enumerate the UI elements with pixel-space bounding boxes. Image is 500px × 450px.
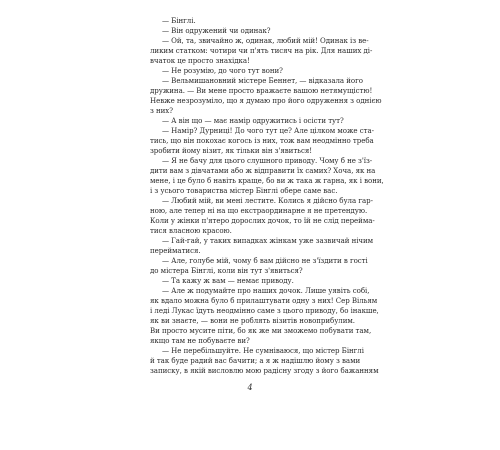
text-line: — Вельмишановний містере Беннет, — відказала його: [162, 76, 363, 85]
text-line: Коли у жінки п'ятеро дорослих дочок, то їй не слід перейма-: [150, 216, 375, 225]
text-line: тись, що він покохає когось із них, тож вам неодмінно треба: [150, 136, 374, 145]
text-line: як вдало можна було б прилаштувати одну з них! Сер Вільям: [150, 296, 378, 305]
text-line: і з усього товариства містер Бінглі оберe саме вас.: [150, 186, 338, 195]
text-line: з них?: [150, 106, 173, 115]
text-line: дружина. — Ви мене просто вражаєте вашою нетямущістю!: [150, 86, 373, 95]
text-line: й так буде радий вас бачити; а я ж надішлю йому з вами: [150, 356, 361, 365]
text-line: — Не розумію, до чого тут вони?: [162, 66, 283, 75]
page-body: [150, 16, 384, 376]
text-line: — Намір? Дурниці! До чого тут це? Але цілком може ста-: [162, 126, 374, 135]
text-line: — Бінглі.: [162, 16, 196, 25]
text-line: — А він що — має намір одружитись і осісти тут?: [162, 116, 344, 125]
text-line: як ви знаєте, — вони не роблять візитів новоприбулим.: [150, 316, 355, 325]
text-line: вчаток це просто знахідка!: [150, 56, 250, 65]
text-line: — Любий мій, ви мені лестите. Колись я дійсно була гар-: [162, 196, 373, 205]
text-line: до містера Бінглі, коли він тут з'явиться?: [150, 266, 303, 275]
text-line: і леді Лукас їдуть неодмінно саме з цього приводу, бо інакше,: [150, 306, 379, 315]
text-line: Ви просто мусите піти, бо як же ми зможемо побувати там,: [150, 326, 372, 335]
text-line: перейматися.: [150, 246, 201, 255]
text-line: зробити йому візит, як тільки він з'явиться!: [150, 146, 313, 155]
text-line: мене, і це було б навіть краще, бо ви ж така ж гарна, як і вони,: [150, 176, 384, 185]
text-line: Невже незрозуміло, що я думаю про його одруження з однією: [150, 96, 382, 105]
text-line: — Не перебільшуйте. Не сумніваюся, що містер Бінглі: [162, 346, 364, 355]
text-line: — Та кажу ж вам — немає приводу.: [162, 276, 294, 285]
text-line: — Але ж подумайте про наших дочок. Лише уявіть собі,: [162, 286, 370, 295]
text-line: — Але, голубе мій, чому б вам дійсно не з'їздити в гості: [162, 256, 368, 265]
text-line: ликим статком: чотири чи п'ять тисяч на рік. Для наших ді-: [150, 46, 373, 55]
text-line: — Гай-гай, у таких випадках жінкам уже зазвичай нічим: [162, 236, 374, 245]
text-line: дити вам з дівчатами або ж відправити їх самих? Хоча, як на: [150, 166, 376, 175]
page-number: 4: [247, 383, 253, 392]
text-line: — Ой, та, звичайно ж, одинак, любий мій! Одинак із ве-: [162, 36, 369, 45]
text-line: якщо там не побуваєте ви?: [150, 336, 250, 345]
text-line: — Я не бачу для цього слушного приводу. Чому б не з'їз-: [162, 156, 373, 165]
text-line: тися власною красою.: [150, 226, 232, 235]
text-line: ною, але тепер ні на що екстраординарне я не претендую.: [150, 206, 368, 215]
text-line: записку, в якій висловлю мою радісну згоду з його бажанням: [150, 366, 379, 375]
text-line: — Він одружений чи одинак?: [162, 26, 271, 35]
